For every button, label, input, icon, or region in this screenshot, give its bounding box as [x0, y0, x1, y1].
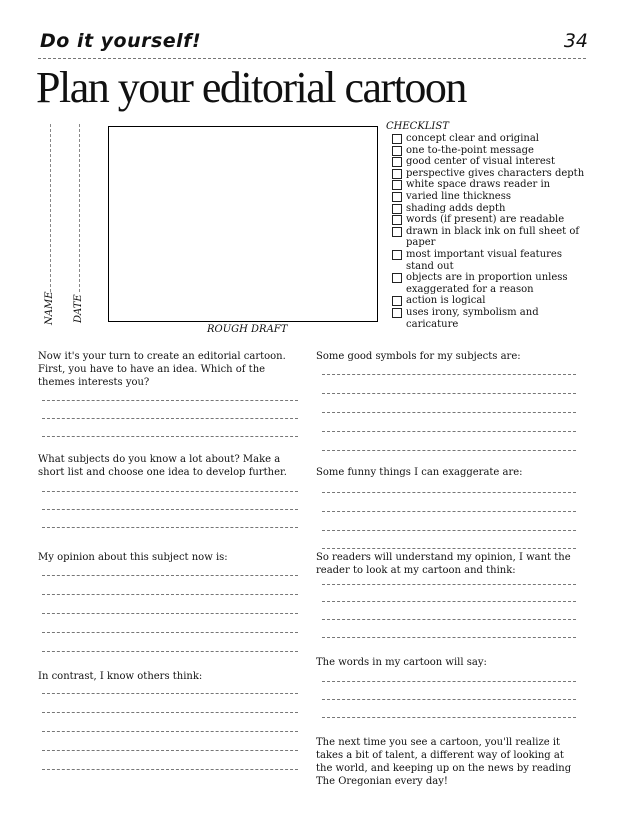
answer-line[interactable] — [42, 491, 298, 492]
checklist-item[interactable]: drawn in black ink on full sheet of paper — [392, 226, 588, 249]
checklist-item[interactable]: words (if present) are readable — [392, 214, 588, 226]
question-opinion: My opinion about this subject now is: — [38, 552, 228, 563]
answer-line[interactable] — [42, 400, 298, 401]
answer-line[interactable] — [42, 750, 298, 751]
answer-line[interactable] — [42, 769, 298, 770]
answer-line[interactable] — [322, 492, 576, 493]
name-write-line[interactable] — [50, 124, 51, 292]
checkbox[interactable] — [392, 308, 402, 318]
checkbox[interactable] — [392, 157, 402, 167]
closing-note: The next time you see a cartoon, you'll realize it takes a bit of talent, a different way of looking at the world, and keeping up on the news by reading The Oregonian every day! — [316, 737, 572, 787]
name-label: NAME — [44, 291, 55, 325]
answer-line[interactable] — [322, 450, 576, 451]
checkbox[interactable] — [392, 273, 402, 283]
answer-line[interactable] — [322, 548, 576, 549]
answer-line[interactable] — [322, 584, 576, 585]
answer-line[interactable] — [322, 412, 576, 413]
question-exaggerate: Some funny things I can exaggerate are: — [316, 467, 523, 478]
checklist — [392, 133, 588, 330]
page-number: 34 — [563, 30, 588, 52]
answer-line[interactable] — [42, 594, 298, 595]
answer-line[interactable] — [42, 418, 298, 419]
date-write-line[interactable] — [79, 124, 80, 292]
answer-line[interactable] — [322, 431, 576, 432]
answer-line[interactable] — [322, 511, 576, 512]
checklist-item[interactable]: good center of visual interest — [392, 156, 588, 168]
answer-line[interactable] — [322, 393, 576, 394]
answer-line[interactable] — [42, 632, 298, 633]
answer-line[interactable] — [42, 575, 298, 576]
rough-draft-label: ROUGH DRAFT — [207, 324, 288, 335]
checklist-item[interactable]: varied line thickness — [392, 191, 588, 203]
checkbox[interactable] — [392, 169, 402, 179]
checklist-item[interactable]: objects are in proportion unless exaggerated for a reason — [392, 272, 588, 295]
checklist-item[interactable]: action is logical — [392, 295, 588, 307]
checklist-item[interactable]: one to-the-point message — [392, 145, 588, 157]
answer-line[interactable] — [322, 717, 576, 718]
checklist-item[interactable]: uses irony, symbolism and caricature — [392, 307, 588, 330]
answer-line[interactable] — [42, 731, 298, 732]
answer-line[interactable] — [322, 681, 576, 682]
checklist-item[interactable]: shading adds depth — [392, 203, 588, 215]
question-symbols: Some good symbols for my subjects are: — [316, 351, 521, 362]
checkbox[interactable] — [392, 250, 402, 260]
checkbox[interactable] — [392, 134, 402, 144]
answer-line[interactable] — [322, 637, 576, 638]
answer-line[interactable] — [42, 509, 298, 510]
checklist-item[interactable]: perspective gives characters depth — [392, 168, 588, 180]
rough-draft-box[interactable] — [108, 126, 378, 322]
header-divider — [38, 58, 586, 59]
question-others-think: In contrast, I know others think: — [38, 671, 203, 682]
date-label: DATE — [73, 294, 84, 323]
section-label: Do it yourself! — [40, 30, 202, 52]
checklist-item[interactable]: white space draws reader in — [392, 179, 588, 191]
page-title: Plan your editorial cartoon — [36, 63, 466, 112]
answer-line[interactable] — [322, 374, 576, 375]
checkbox[interactable] — [392, 296, 402, 306]
checklist-item[interactable]: most important visual features stand out — [392, 249, 588, 272]
answer-line[interactable] — [322, 699, 576, 700]
checklist-item[interactable]: concept clear and original — [392, 133, 588, 145]
question-words: The words in my cartoon will say: — [316, 657, 487, 668]
answer-line[interactable] — [42, 527, 298, 528]
question-reader-think: So readers will understand my opinion, I want the reader to look at my cartoon and think: — [316, 552, 571, 576]
answer-line[interactable] — [322, 530, 576, 531]
answer-line[interactable] — [42, 436, 298, 437]
checkbox[interactable] — [392, 227, 402, 237]
answer-line[interactable] — [322, 619, 576, 620]
answer-line[interactable] — [42, 613, 298, 614]
question-themes: Now it's your turn to create an editorial cartoon. First, you have to have an idea. Which of the themes interests you? — [38, 351, 286, 388]
answer-line[interactable] — [42, 693, 298, 694]
checkbox[interactable] — [392, 146, 402, 156]
checkbox[interactable] — [392, 215, 402, 225]
checkbox[interactable] — [392, 204, 402, 214]
answer-line[interactable] — [42, 712, 298, 713]
answer-line[interactable] — [42, 651, 298, 652]
question-subjects: What subjects do you know a lot about? Make a short list and choose one idea to develop further. — [38, 454, 287, 478]
checkbox[interactable] — [392, 180, 402, 190]
checkbox[interactable] — [392, 192, 402, 202]
checklist-title: CHECKLIST — [386, 121, 449, 132]
answer-line[interactable] — [322, 601, 576, 602]
